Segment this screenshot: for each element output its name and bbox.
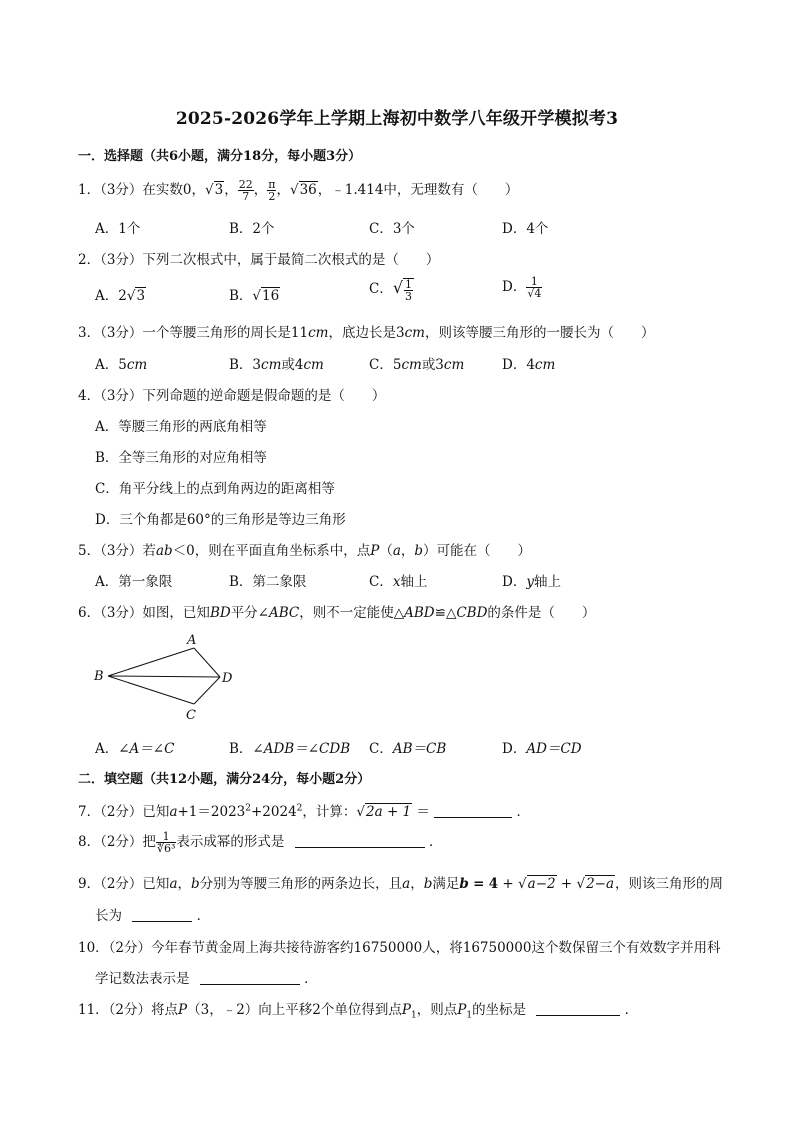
question-7: 7．（2分）已知$a+1=2023^2+2024^2$，计算：√2a + 1 ＝ ． bbox=[78, 803, 531, 820]
segment-bd bbox=[108, 676, 220, 677]
q8-answer-blank[interactable] bbox=[295, 833, 425, 848]
label-b: B bbox=[94, 669, 104, 684]
question-4: 4．（3分）下列命题的逆命题是假命题的是（ ） bbox=[78, 388, 386, 404]
q4-option-a[interactable]: A．等腰三角形的两底角相等 bbox=[95, 419, 267, 435]
q3-option-d[interactable]: D．4cm bbox=[502, 357, 556, 373]
q5-option-b[interactable]: B．第二象限 bbox=[229, 574, 307, 590]
q4-option-b[interactable]: B．全等三角形的对应角相等 bbox=[95, 450, 267, 466]
q9-formula: b = 4 + √a−2 + √2−a bbox=[459, 876, 615, 892]
q2-option-a[interactable]: A．2√3 bbox=[95, 288, 146, 304]
question-9-line-2: 长为 ． bbox=[95, 908, 211, 924]
question-8: 8．（2分）把 $\frac{1}{\text{∜6³}}$ 表示成幂的形式是 ． bbox=[78, 830, 443, 855]
q1-option-b[interactable]: B．2个 bbox=[229, 221, 275, 237]
q6-option-d[interactable]: D．AD＝CD bbox=[502, 741, 582, 757]
page-title: 2025-2026学年上学期上海初中数学八年级开学模拟考3 bbox=[175, 109, 619, 129]
q11-answer-blank[interactable] bbox=[536, 1001, 620, 1016]
segment-bc bbox=[108, 676, 194, 704]
q6-option-a[interactable]: A．∠A＝∠C bbox=[95, 741, 175, 757]
q4-option-d[interactable]: D．三个角都是60°的三角形是等边三角形 bbox=[95, 512, 346, 528]
question-9: 9．（2分）已知a，b分别为等腰三角形的两条边长，且a，b满足b = 4 + √a−2 + √2−a，则该三角形的周 bbox=[78, 876, 724, 892]
segment-cd bbox=[194, 677, 220, 704]
question-1: 1．（3分）在实数0，√3， $\frac{22}{7}$ ， $\frac{\pi}{2}$ ，√36，﹣1.414中，无理数有（ ） bbox=[78, 178, 519, 203]
q5-option-d[interactable]: D．y轴上 bbox=[502, 574, 561, 590]
q1-option-c[interactable]: C．3个 bbox=[369, 221, 415, 237]
frac-22-7: $\frac{22}{7}$ bbox=[238, 178, 253, 203]
question-6: 6．（3分）如图，已知BD平分∠ABC，则不一定能使△ABD≌△CBD的条件是（ ） bbox=[78, 605, 596, 621]
frac-pi-2: $\frac{\pi}{2}$ bbox=[268, 178, 276, 203]
label-c: C bbox=[186, 708, 196, 723]
q5-option-c[interactable]: C．x轴上 bbox=[369, 574, 428, 590]
sqrt-2a-plus-1: √2a + 1 ＝ bbox=[356, 804, 430, 820]
label-a: A bbox=[187, 633, 197, 648]
question-3: 3．（3分）一个等腰三角形的周长是11cm，底边长是3cm，则该等腰三角形的一腰长为（ ） bbox=[78, 325, 655, 341]
q4-option-c[interactable]: C．角平分线上的点到角两边的距离相等 bbox=[95, 481, 335, 497]
q2-option-b[interactable]: B．√16 bbox=[229, 288, 280, 304]
q9-answer-blank[interactable] bbox=[132, 907, 192, 922]
question-11: 11．（2分）将点P（3，﹣2）向上平移2个单位得到点$P_1$，则点$P_1$的坐标是 ． bbox=[78, 1002, 639, 1021]
sqrt36: √36 bbox=[289, 182, 317, 198]
segment-ad bbox=[194, 648, 220, 677]
q2-option-c[interactable]: C．√ $\frac{1}{3}$ bbox=[369, 277, 413, 303]
q6-option-c[interactable]: C．AB＝CB bbox=[369, 741, 447, 757]
segment-ba bbox=[108, 648, 194, 676]
q10-answer-blank[interactable] bbox=[200, 970, 300, 985]
q3-option-a[interactable]: A．5cm bbox=[95, 357, 148, 373]
question-2: 2．（3分）下列二次根式中，属于最简二次根式的是（ ） bbox=[78, 252, 440, 268]
q2-option-d[interactable]: D． $\frac{1}{√4}$ bbox=[502, 275, 542, 300]
frac-1-over-root: $\frac{1}{\text{∜6³}}$ bbox=[156, 830, 176, 855]
section-2-heading: 二．填空题（共12小题，满分24分，每小题2分） bbox=[78, 772, 371, 787]
label-d: D bbox=[222, 671, 233, 686]
q3-option-b[interactable]: B．3cm或4cm bbox=[229, 357, 324, 373]
q5-option-a[interactable]: A．第一象限 bbox=[95, 574, 173, 590]
q7-answer-blank[interactable] bbox=[434, 803, 512, 818]
q6-option-b[interactable]: B．∠ADB＝∠CDB bbox=[229, 741, 351, 757]
question-10-line-2: 学记数法表示是 ． bbox=[95, 971, 318, 987]
q1-option-d[interactable]: D．4个 bbox=[502, 221, 549, 237]
question-10: 10．（2分）今年春节黄金周上海共接待游客约16750000人，将16750000这个数保留三个有效数字并用科 bbox=[78, 940, 721, 956]
q3-option-c[interactable]: C．5cm或3cm bbox=[369, 357, 465, 373]
quadrilateral-figure bbox=[90, 632, 250, 728]
question-5: 5．（3分）若ab＜0，则在平面直角坐标系中，点P（a，b）可能在（ ） bbox=[78, 543, 532, 559]
q1-option-a[interactable]: A．1个 bbox=[95, 221, 141, 237]
section-1-heading: 一．选择题（共6小题，满分18分，每小题3分） bbox=[78, 149, 362, 164]
sqrt3: √3 bbox=[205, 182, 224, 198]
